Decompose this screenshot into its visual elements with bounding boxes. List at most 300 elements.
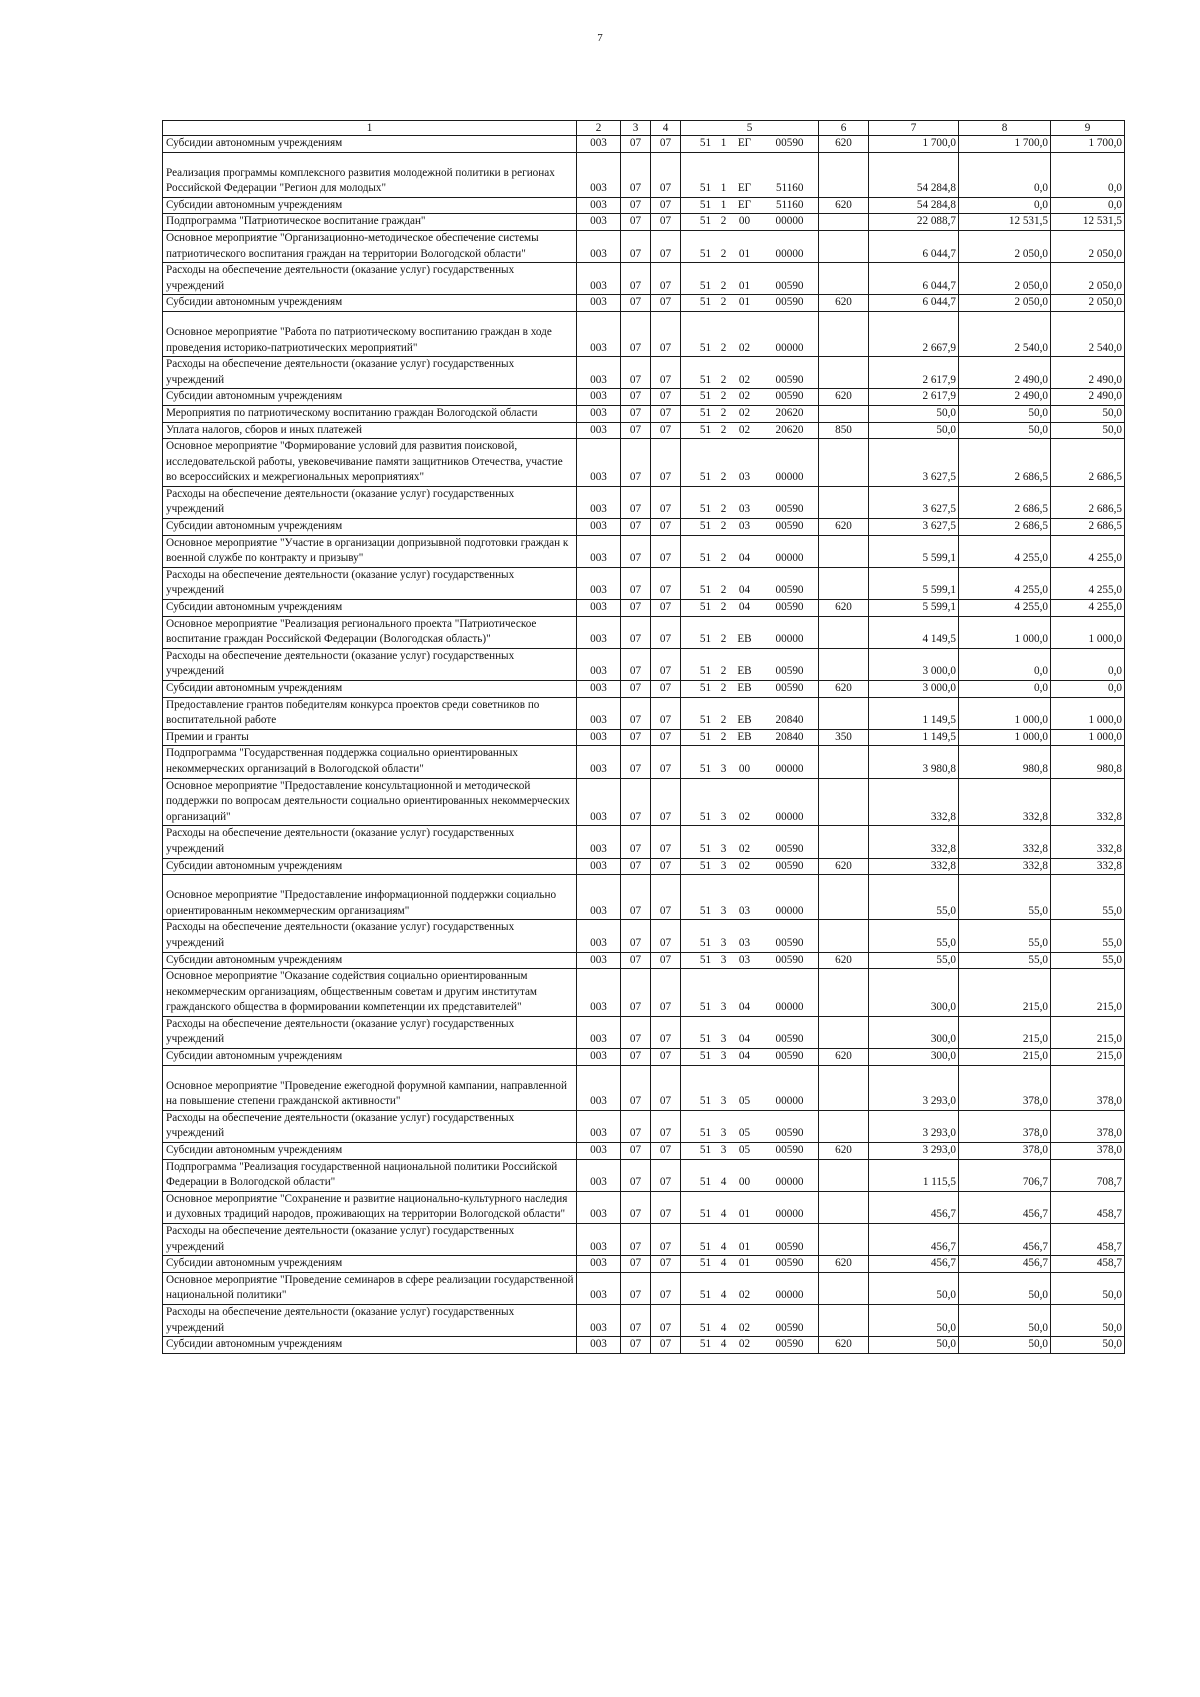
section-code: 07 <box>621 1304 651 1336</box>
activity-code: 02 <box>738 859 751 872</box>
direction-code: 00000 <box>775 762 804 775</box>
section-code: 07 <box>621 746 651 778</box>
direction-code: 00000 <box>775 1289 804 1302</box>
subprogram-code: 2 <box>720 279 727 292</box>
item-name: Субсидии автономным учреждениям <box>163 1143 577 1160</box>
subsection-code: 07 <box>651 648 681 680</box>
section-code: 07 <box>621 263 651 295</box>
expense-type-code <box>819 1159 869 1191</box>
direction-code: 00000 <box>775 215 804 228</box>
amount-col9: 215,0 <box>1051 969 1125 1017</box>
amount-col7: 456,7 <box>869 1224 959 1256</box>
amount-col7: 50,0 <box>869 422 959 439</box>
activity-code: 03 <box>738 471 751 484</box>
amount-col8: 2 686,5 <box>959 486 1051 518</box>
subprogram-code: 2 <box>720 423 727 436</box>
admin-code: 003 <box>577 357 621 389</box>
subsection-code: 07 <box>651 1256 681 1273</box>
target-article-code <box>681 567 819 599</box>
amount-col7: 3 293,0 <box>869 1110 959 1142</box>
item-name: Субсидии автономным учреждениям <box>163 295 577 312</box>
section-code: 07 <box>621 389 651 406</box>
section-code: 07 <box>621 875 651 920</box>
direction-code: 00590 <box>775 601 804 614</box>
section-code: 07 <box>621 1110 651 1142</box>
activity-code: 01 <box>738 1257 751 1270</box>
activity-code: 02 <box>738 810 751 823</box>
amount-col7: 456,7 <box>869 1191 959 1223</box>
activity-code: 02 <box>738 1338 751 1351</box>
table-row <box>163 295 1125 312</box>
expense-type-code <box>819 778 869 826</box>
subsection-code: 07 <box>651 875 681 920</box>
direction-code: 00000 <box>775 1208 804 1221</box>
activity-code: ЕВ <box>737 682 752 694</box>
amount-col8: 332,8 <box>959 858 1051 875</box>
item-name: Подпрограмма "Реализация государственной национальной политики Российской Федерации в Вологодской области" <box>163 1159 577 1191</box>
target-article-code <box>681 1049 819 1066</box>
subsection-code: 07 <box>651 1110 681 1142</box>
subprogram-code: 3 <box>720 1144 727 1157</box>
amount-col9: 2 540,0 <box>1051 311 1125 356</box>
target-article-code <box>681 858 819 875</box>
target-article-code <box>681 875 819 920</box>
expense-type-code <box>819 969 869 1017</box>
activity-code: 03 <box>738 503 751 516</box>
amount-col7: 54 284,8 <box>869 152 959 197</box>
section-code: 07 <box>621 1016 651 1048</box>
amount-col8: 378,0 <box>959 1143 1051 1160</box>
amount-col7: 300,0 <box>869 1016 959 1048</box>
direction-code: 20620 <box>775 406 804 419</box>
amount-col7: 3 980,8 <box>869 746 959 778</box>
subsection-code: 07 <box>651 230 681 262</box>
item-name: Субсидии автономным учреждениям <box>163 136 577 153</box>
activity-code: 02 <box>738 1289 751 1302</box>
subsection-code: 07 <box>651 778 681 826</box>
item-name: Субсидии автономным учреждениям <box>163 681 577 698</box>
amount-col8: 50,0 <box>959 1272 1051 1304</box>
target-article-code <box>681 1191 819 1223</box>
direction-code: 00590 <box>775 1144 804 1157</box>
target-article-code <box>681 486 819 518</box>
section-code: 07 <box>621 230 651 262</box>
amount-col7: 1 115,5 <box>869 1159 959 1191</box>
program-code: 51 <box>699 390 712 403</box>
subprogram-code: 2 <box>720 665 727 678</box>
amount-col8: 50,0 <box>959 405 1051 422</box>
program-code: 51 <box>699 247 712 260</box>
expense-type-code <box>819 214 869 231</box>
section-code: 07 <box>621 920 651 952</box>
target-article-code <box>681 826 819 858</box>
section-code: 07 <box>621 439 651 487</box>
amount-col8: 12 531,5 <box>959 214 1051 231</box>
admin-code: 003 <box>577 197 621 214</box>
section-code: 07 <box>621 1337 651 1354</box>
target-article-code <box>681 263 819 295</box>
activity-code: 03 <box>738 936 751 949</box>
admin-code: 003 <box>577 778 621 826</box>
amount-col9: 332,8 <box>1051 858 1125 875</box>
amount-col8: 1 000,0 <box>959 616 1051 648</box>
target-article-code <box>681 952 819 969</box>
subsection-code: 07 <box>651 389 681 406</box>
section-code: 07 <box>621 136 651 153</box>
admin-code: 003 <box>577 952 621 969</box>
table-row <box>163 197 1125 214</box>
subsection-code: 07 <box>651 439 681 487</box>
subprogram-code: 2 <box>720 714 727 727</box>
item-name: Основное мероприятие "Формирование условий для развития поисковой, исследовательской работы, увековечивание памяти защитников Отечества, участие во всероссийских и межрегиональных мероприятиях" <box>163 439 577 487</box>
amount-col8: 2 490,0 <box>959 389 1051 406</box>
amount-col7: 1 700,0 <box>869 136 959 153</box>
table-row <box>163 1256 1125 1273</box>
amount-col7: 50,0 <box>869 1272 959 1304</box>
subprogram-code: 3 <box>720 904 727 917</box>
table-row <box>163 486 1125 518</box>
amount-col9: 1 000,0 <box>1051 616 1125 648</box>
section-code: 07 <box>621 969 651 1017</box>
amount-col7: 55,0 <box>869 920 959 952</box>
table-row <box>163 1143 1125 1160</box>
table-row <box>163 826 1125 858</box>
table-row <box>163 858 1125 875</box>
item-name: Премии и гранты <box>163 729 577 746</box>
program-code: 51 <box>699 1176 712 1189</box>
column-header: 3 <box>621 121 651 136</box>
program-code: 51 <box>699 1208 712 1221</box>
subprogram-code: 3 <box>720 953 727 966</box>
amount-col8: 50,0 <box>959 1304 1051 1336</box>
amount-col7: 22 088,7 <box>869 214 959 231</box>
activity-code: 02 <box>738 423 751 436</box>
activity-code: 01 <box>738 1240 751 1253</box>
activity-code: ЕВ <box>737 633 752 646</box>
target-article-code <box>681 535 819 567</box>
table-body <box>163 136 1125 1354</box>
amount-col8: 456,7 <box>959 1256 1051 1273</box>
item-name: Субсидии автономным учреждениям <box>163 952 577 969</box>
subsection-code: 07 <box>651 746 681 778</box>
item-name: Субсидии автономным учреждениям <box>163 389 577 406</box>
amount-col9: 55,0 <box>1051 920 1125 952</box>
table-row <box>163 567 1125 599</box>
subsection-code: 07 <box>651 697 681 729</box>
subsection-code: 07 <box>651 519 681 536</box>
admin-code: 003 <box>577 486 621 518</box>
amount-col9: 2 686,5 <box>1051 519 1125 536</box>
table-row <box>163 1272 1125 1304</box>
expense-type-code: 620 <box>819 519 869 536</box>
subprogram-code: 2 <box>720 584 727 597</box>
admin-code: 003 <box>577 136 621 153</box>
subsection-code: 07 <box>651 969 681 1017</box>
section-code: 07 <box>621 697 651 729</box>
section-code: 07 <box>621 422 651 439</box>
amount-col9: 2 050,0 <box>1051 295 1125 312</box>
admin-code: 003 <box>577 1224 621 1256</box>
amount-col9: 12 531,5 <box>1051 214 1125 231</box>
subprogram-code: 3 <box>720 1033 727 1046</box>
table-row <box>163 1110 1125 1142</box>
amount-col8: 0,0 <box>959 681 1051 698</box>
program-code: 51 <box>699 1321 712 1334</box>
direction-code: 00000 <box>775 810 804 823</box>
table-row <box>163 1191 1125 1223</box>
amount-col8: 0,0 <box>959 648 1051 680</box>
table-row <box>163 357 1125 389</box>
item-name: Субсидии автономным учреждениям <box>163 1256 577 1273</box>
amount-col7: 4 149,5 <box>869 616 959 648</box>
direction-code: 00000 <box>775 904 804 917</box>
amount-col9: 50,0 <box>1051 1304 1125 1336</box>
expense-type-code <box>819 746 869 778</box>
direction-code: 51160 <box>775 182 804 195</box>
admin-code: 003 <box>577 1049 621 1066</box>
program-code: 51 <box>699 1289 712 1302</box>
item-name: Расходы на обеспечение деятельности (оказание услуг) государственных учреждений <box>163 263 577 295</box>
budget-table <box>162 120 1125 1354</box>
table-row <box>163 152 1125 197</box>
amount-col8: 215,0 <box>959 1049 1051 1066</box>
item-name: Расходы на обеспечение деятельности (оказание услуг) государственных учреждений <box>163 826 577 858</box>
expense-type-code <box>819 1304 869 1336</box>
table-row <box>163 1304 1125 1336</box>
item-name: Расходы на обеспечение деятельности (оказание услуг) государственных учреждений <box>163 1304 577 1336</box>
section-code: 07 <box>621 1191 651 1223</box>
expense-type-code <box>819 826 869 858</box>
target-article-code <box>681 1256 819 1273</box>
program-code: 51 <box>699 1095 712 1108</box>
table-row <box>163 697 1125 729</box>
activity-code: ЕВ <box>737 714 752 727</box>
section-code: 07 <box>621 1224 651 1256</box>
subsection-code: 07 <box>651 858 681 875</box>
amount-col9: 2 490,0 <box>1051 389 1125 406</box>
section-code: 07 <box>621 600 651 617</box>
subsection-code: 07 <box>651 1159 681 1191</box>
target-article-code <box>681 600 819 617</box>
section-code: 07 <box>621 197 651 214</box>
item-name: Субсидии автономным учреждениям <box>163 600 577 617</box>
amount-col7: 5 599,1 <box>869 535 959 567</box>
amount-col8: 1 000,0 <box>959 697 1051 729</box>
amount-col8: 2 050,0 <box>959 263 1051 295</box>
amount-col7: 1 149,5 <box>869 729 959 746</box>
amount-col7: 300,0 <box>869 1049 959 1066</box>
section-code: 07 <box>621 826 651 858</box>
admin-code: 003 <box>577 648 621 680</box>
target-article-code <box>681 681 819 698</box>
item-name: Реализация программы комплексного развития молодежной политики в регионах Российской Федерации "Регион для молодых" <box>163 152 577 197</box>
amount-col9: 458,7 <box>1051 1256 1125 1273</box>
activity-code: ЕВ <box>737 665 752 678</box>
direction-code: 00590 <box>775 520 804 533</box>
program-code: 51 <box>699 633 712 646</box>
item-name: Основное мероприятие "Предоставление консультационной и методической поддержки по вопросам деятельности социально ориентированных некоммерческих организаций" <box>163 778 577 826</box>
program-code: 51 <box>699 552 712 565</box>
target-article-code <box>681 648 819 680</box>
amount-col9: 4 255,0 <box>1051 600 1125 617</box>
section-code: 07 <box>621 1065 651 1110</box>
section-code: 07 <box>621 1143 651 1160</box>
table-row <box>163 230 1125 262</box>
amount-col7: 332,8 <box>869 858 959 875</box>
section-code: 07 <box>621 214 651 231</box>
target-article-code <box>681 152 819 197</box>
subprogram-code: 4 <box>720 1289 727 1302</box>
page-number: 7 <box>597 32 603 44</box>
subsection-code: 07 <box>651 952 681 969</box>
expense-type-code: 620 <box>819 1337 869 1354</box>
section-code: 07 <box>621 952 651 969</box>
subprogram-code: 3 <box>720 810 727 823</box>
program-code: 51 <box>699 730 712 743</box>
admin-code: 003 <box>577 1065 621 1110</box>
section-code: 07 <box>621 1049 651 1066</box>
amount-col9: 2 050,0 <box>1051 263 1125 295</box>
item-name: Субсидии автономным учреждениям <box>163 197 577 214</box>
admin-code: 003 <box>577 311 621 356</box>
activity-code: 02 <box>738 1321 751 1334</box>
amount-col8: 0,0 <box>959 152 1051 197</box>
table-row <box>163 952 1125 969</box>
target-article-code <box>681 1016 819 1048</box>
direction-code: 20840 <box>775 714 804 727</box>
amount-col8: 378,0 <box>959 1110 1051 1142</box>
expense-type-code <box>819 616 869 648</box>
admin-code: 003 <box>577 214 621 231</box>
activity-code: 02 <box>738 406 751 419</box>
table-row <box>163 1337 1125 1354</box>
expense-type-code: 620 <box>819 136 869 153</box>
amount-col8: 55,0 <box>959 952 1051 969</box>
subprogram-code: 4 <box>720 1176 727 1189</box>
subsection-code: 07 <box>651 197 681 214</box>
amount-col7: 6 044,7 <box>869 230 959 262</box>
subprogram-code: 2 <box>720 296 727 309</box>
admin-code: 003 <box>577 567 621 599</box>
amount-col9: 4 255,0 <box>1051 535 1125 567</box>
column-header: 1 <box>163 121 577 136</box>
admin-code: 003 <box>577 1256 621 1273</box>
amount-col9: 55,0 <box>1051 952 1125 969</box>
direction-code: 00590 <box>775 1240 804 1253</box>
table-row <box>163 746 1125 778</box>
activity-code: ЕВ <box>737 730 752 743</box>
program-code: 51 <box>699 137 712 149</box>
subprogram-code: 3 <box>720 842 727 855</box>
activity-code: 02 <box>738 390 751 403</box>
amount-col8: 2 050,0 <box>959 230 1051 262</box>
expense-type-code <box>819 405 869 422</box>
item-name: Расходы на обеспечение деятельности (оказание услуг) государственных учреждений <box>163 1016 577 1048</box>
item-name: Подпрограмма "Патриотическое воспитание граждан" <box>163 214 577 231</box>
activity-code: ЕГ <box>737 182 752 195</box>
amount-col9: 332,8 <box>1051 826 1125 858</box>
activity-code: 04 <box>738 601 751 614</box>
admin-code: 003 <box>577 697 621 729</box>
amount-col7: 3 293,0 <box>869 1065 959 1110</box>
program-code: 51 <box>699 584 712 597</box>
target-article-code <box>681 311 819 356</box>
target-article-code <box>681 1224 819 1256</box>
activity-code: 02 <box>738 341 751 354</box>
subprogram-code: 2 <box>720 406 727 419</box>
column-header: 7 <box>869 121 959 136</box>
program-code: 51 <box>699 296 712 309</box>
admin-code: 003 <box>577 230 621 262</box>
section-code: 07 <box>621 1272 651 1304</box>
amount-col8: 4 255,0 <box>959 567 1051 599</box>
amount-col7: 55,0 <box>869 952 959 969</box>
amount-col9: 4 255,0 <box>1051 567 1125 599</box>
amount-col8: 980,8 <box>959 746 1051 778</box>
activity-code: 03 <box>738 953 751 966</box>
program-code: 51 <box>699 182 712 195</box>
amount-col9: 50,0 <box>1051 1337 1125 1354</box>
amount-col8: 456,7 <box>959 1224 1051 1256</box>
subprogram-code: 2 <box>720 682 727 694</box>
target-article-code <box>681 214 819 231</box>
table-row <box>163 1159 1125 1191</box>
subprogram-code: 3 <box>720 762 727 775</box>
amount-col9: 0,0 <box>1051 681 1125 698</box>
table-row <box>163 136 1125 153</box>
target-article-code <box>681 920 819 952</box>
table-row <box>163 1065 1125 1110</box>
target-article-code <box>681 746 819 778</box>
subsection-code: 07 <box>651 295 681 312</box>
program-code: 51 <box>699 810 712 823</box>
item-name: Субсидии автономным учреждениям <box>163 1337 577 1354</box>
amount-col9: 332,8 <box>1051 778 1125 826</box>
amount-col7: 456,7 <box>869 1256 959 1273</box>
subprogram-code: 3 <box>720 1001 727 1014</box>
item-name: Основное мероприятие "Реализация регионального проекта "Патриотическое воспитание граждан Российской Федерации (Вологодская область)" <box>163 616 577 648</box>
direction-code: 00000 <box>775 1095 804 1108</box>
amount-col8: 2 686,5 <box>959 519 1051 536</box>
target-article-code <box>681 389 819 406</box>
amount-col9: 378,0 <box>1051 1065 1125 1110</box>
direction-code: 00590 <box>775 1321 804 1334</box>
program-code: 51 <box>699 859 712 872</box>
subsection-code: 07 <box>651 214 681 231</box>
table-row <box>163 405 1125 422</box>
program-code: 51 <box>699 503 712 516</box>
target-article-code <box>681 197 819 214</box>
amount-col8: 1 000,0 <box>959 729 1051 746</box>
table-row <box>163 920 1125 952</box>
item-name: Расходы на обеспечение деятельности (оказание услуг) государственных учреждений <box>163 357 577 389</box>
target-article-code <box>681 357 819 389</box>
direction-code: 00000 <box>775 633 804 646</box>
table-row <box>163 600 1125 617</box>
expense-type-code <box>819 1016 869 1048</box>
column-header: 4 <box>651 121 681 136</box>
target-article-code <box>681 697 819 729</box>
program-code: 51 <box>699 198 712 211</box>
admin-code: 003 <box>577 875 621 920</box>
direction-code: 00590 <box>775 665 804 678</box>
target-article-code <box>681 1272 819 1304</box>
program-code: 51 <box>699 1257 712 1270</box>
subprogram-code: 2 <box>720 215 727 228</box>
admin-code: 003 <box>577 1272 621 1304</box>
subsection-code: 07 <box>651 357 681 389</box>
amount-col8: 706,7 <box>959 1159 1051 1191</box>
